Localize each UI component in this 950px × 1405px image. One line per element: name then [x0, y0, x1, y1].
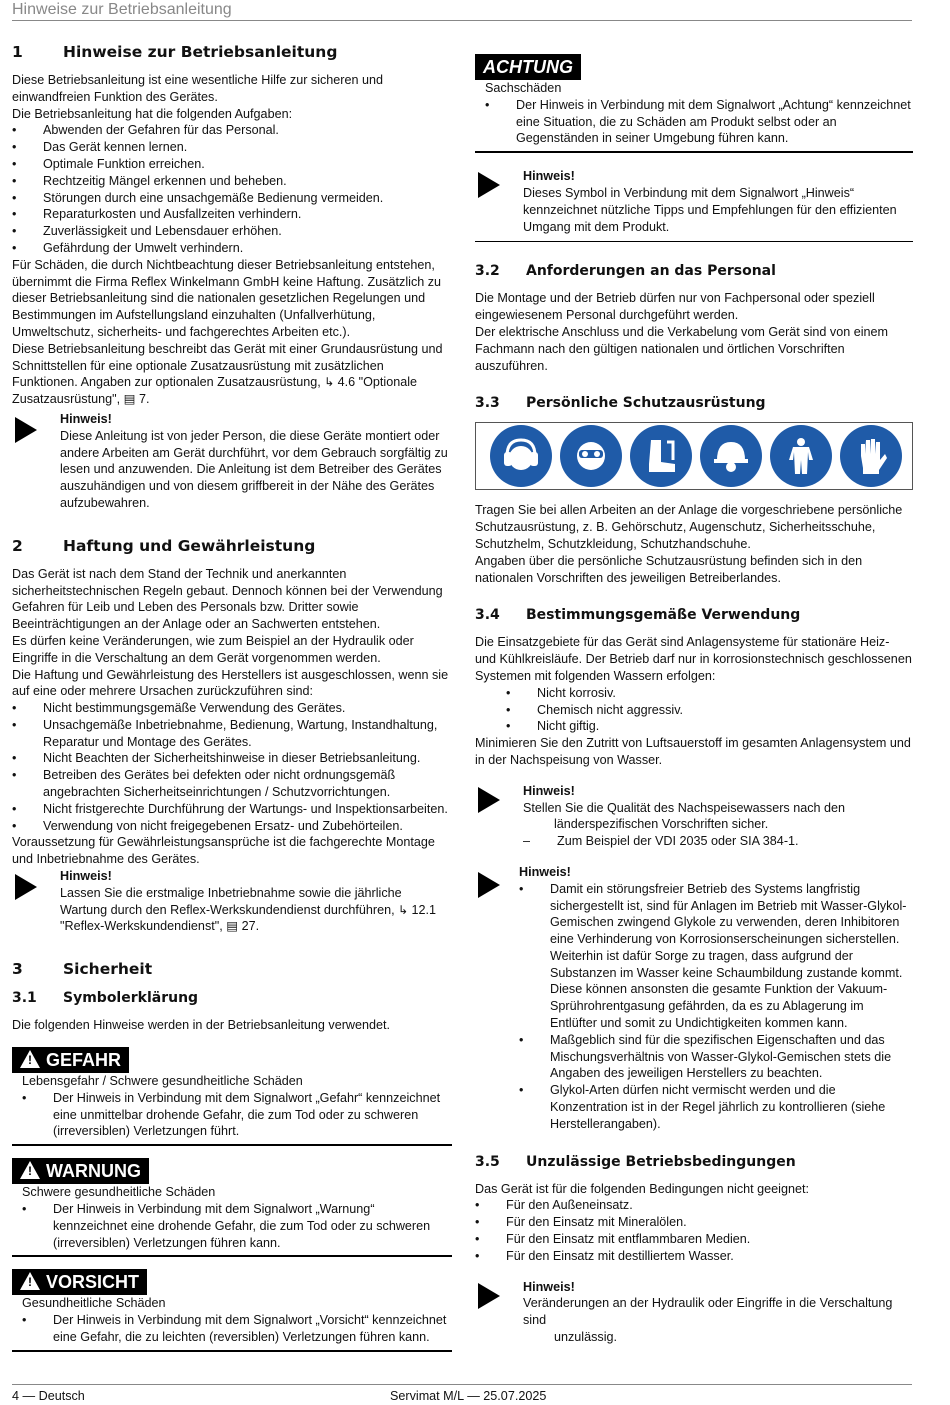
list-item: • Der Hinweis in Verbindung mit dem Signalwort „Achtung“ kennzeichnet eine Situation, die zu Schäden am Produkt selbst oder an Gegenständen in seiner Umgebung führen kann. [485, 97, 913, 147]
note-text: Veränderungen an der Hydraulik oder Eingriffe in die Verschaltung sind [523, 1296, 893, 1328]
list-item: • Störungen durch eine unsachgemäße Bedienung vermeiden. [12, 190, 452, 207]
signal-word: VORSICHT [46, 1272, 140, 1293]
danger-signal-label [12, 1047, 129, 1073]
protective-gloves-icon [840, 425, 902, 487]
glycol-list [519, 881, 913, 1133]
protective-clothing-icon [770, 425, 832, 487]
list-item: • Der Hinweis in Verbindung mit dem Signalwort „Vorsicht“ kennzeichnet eine Gefahr, die zu leichten (reversiblen) Verletzungen führen kann. [22, 1312, 452, 1346]
footer-page: 4 — Deutsch [12, 1389, 85, 1403]
section-3-2-heading [475, 260, 913, 282]
note-box [12, 868, 452, 935]
safety-helmet-icon [700, 425, 762, 487]
paragraph: Die Montage und der Betrieb dürfen nur von Fachpersonal oder speziell eingewiesenem Personal durchgeführt werden. [475, 291, 875, 323]
section-3-3-heading [475, 392, 913, 414]
notice-signal-label: ACHTUNG [475, 54, 581, 80]
ear-protection-icon [490, 425, 552, 487]
note-box [475, 783, 913, 850]
section-number: 3.1 [12, 990, 37, 1007]
note-box [475, 1279, 913, 1346]
note-title: Hinweis! [523, 169, 575, 184]
note-dash-item [523, 833, 913, 850]
section-title: Hinweise zur Betriebsanleitung [63, 43, 338, 61]
signal-subtitle: Sachschäden [485, 81, 562, 95]
paragraph: Tragen Sie bei allen Arbeiten an der Anlage die vorgeschriebene persönliche Schutzausrüstung, z. B. Gehörschutz, Augenschutz, Sicherheitsschuhe, Schutzhelm, Schutzkleidung, Schutzhandschuhe. [475, 503, 903, 551]
paragraph [12, 341, 452, 408]
section-number: 3.5 [475, 1153, 500, 1170]
paragraph: Die Betriebsanleitung hat die folgenden Aufgaben: [12, 106, 293, 121]
list-item: • Nicht fristgerechte Durchführung der Wartungs- und Inspektionsarbeiten. [12, 801, 452, 818]
signal-list [475, 97, 913, 147]
list-item: • Der Hinweis in Verbindung mit dem Signalwort „Warnung“ kennzeichnet eine drohende Gefahr, die zum Tod oder zu schweren (irreversiblen) Verletzungen führen kann. [22, 1201, 452, 1251]
note-title: Hinweis! [523, 1279, 575, 1294]
page-footer [12, 1384, 912, 1403]
cross-reference-link[interactable]: 12.1 "Reflex-Werkskundendienst", [60, 902, 437, 934]
paragraph: Voraussetzung für Gewährleistungsansprüche ist die fachgerechte Montage und Inbetriebnahme des Gerätes. [12, 835, 435, 867]
ppe-icon-row [475, 422, 913, 490]
warning-triangle-icon: ! [20, 1272, 40, 1290]
list-item: • Für den Einsatz mit entflammbaren Medien. [475, 1231, 913, 1248]
list-item: • Nicht korrosiv. [475, 685, 913, 702]
list-item: • Glykol-Arten dürfen nicht vermischt werden und die Konzentration ist in der Regel jährlich zu kontrollieren (siehe Herstellerangaben). [519, 1082, 913, 1132]
section-number: 3.3 [475, 395, 500, 412]
paragraph: Minimieren Sie den Zutritt von Luftsauerstoff im gesamten Anlagensystem und in der Nachspeisung von Wasser. [475, 736, 911, 767]
list-item: • Chemisch nicht aggressiv. [475, 702, 913, 719]
list-item: • Nicht giftig. [475, 718, 913, 735]
signal-subtitle: Gesundheitliche Schäden [22, 1296, 166, 1311]
eye-protection-icon [560, 425, 622, 487]
list-item: • Für den Einsatz mit Mineralölen. [475, 1214, 913, 1231]
dash-marker: – [523, 834, 531, 849]
section-number: 2 [12, 536, 23, 555]
paragraph-text: Diese Betriebsanleitung beschreibt das Gerät mit einer Grundausrüstung und Schnittstellen für eine optionale Zusatzausrüstung mit zusätzlichen Funktionen. Angaben zur optionalen Zusatzausrüstung, [12, 341, 443, 390]
list-item: • Gefährdung der Umwelt verhindern. [12, 240, 452, 257]
paragraph: Für Schäden, die durch Nichtbeachtung dieser Betriebsanleitung entstehen, übernimmt die Firma Reflex Winkelmann GmbH keine Haftung. Zusätzlich zu dieser Betriebsanleitung sind die nationalen gesetzlichen Regelungen und Bestimmungen im Aufstellungsland einzuhalten (Unfallverhütung, Umweltschutz, sicherheits- und fachgerechtes Arbeiten etc.). [12, 257, 442, 339]
note-arrow-icon [478, 872, 500, 898]
note-text: Dieses Symbol in Verbindung mit dem Signalwort „Hinweis“ kennzeichnet nützliche Tipps und Empfehlungen für den effizienten Umgang mit dem Produkt. [523, 185, 897, 234]
paragraph: Es dürfen keine Veränderungen, wie zum Beispiel an der Hydraulik oder Eingriffe in die Verschaltung an dem Gerät vorgenommen werden. [12, 633, 414, 665]
paragraph: Die folgenden Hinweise werden in der Betriebsanleitung verwendet. [12, 1018, 391, 1033]
note-text: unzulässig. [554, 1330, 618, 1345]
section-title: Bestimmungsgemäße Verwendung [526, 607, 801, 624]
page-number: 27. [241, 919, 260, 934]
section-number: 3.2 [475, 263, 500, 280]
note-box [12, 411, 452, 512]
left-column [12, 40, 452, 1352]
note-arrow-icon [478, 1283, 500, 1309]
list-item: • Für den Außeneinsatz. [475, 1197, 913, 1214]
note-body: Lassen Sie die erstmalige Inbetriebnahme sowie die jährliche Wartung durch den Reflex-Werkskundendienst durchführen, [60, 885, 402, 917]
note-arrow-icon [15, 874, 37, 900]
note-title: Hinweis! [523, 783, 575, 798]
signal-list [12, 1201, 452, 1251]
caution-signal-label [12, 1269, 147, 1295]
page-header [12, 0, 912, 21]
list-item: • Für den Einsatz mit destilliertem Wasser. [475, 1248, 913, 1265]
note-title: Hinweis! [60, 411, 112, 426]
warning-triangle-icon: ! [20, 1161, 40, 1179]
section-number: 3 [12, 960, 23, 979]
list-item: • Maßgeblich sind für die spezifischen Eigenschaften und das Mischungsverhältnis von Wasser-Glykol-Gemischen stets die Angaben des jeweiligen Herstellers zu beachten. [519, 1032, 913, 1082]
warning-signal-block [12, 1158, 452, 1257]
section-2-heading [12, 534, 452, 558]
warning-triangle-icon: ! [20, 1050, 40, 1068]
note-text: Diese Anleitung ist von jeder Person, die diese Geräte montiert oder andere Arbeiten am Gerät durchführt, vor dem Gebrauch sorgfältig zu lesen und anzuwenden. Die Anleitung ist dem Betreiber des Gerätes auszuhändigen und von diesem griffbereit in der Nähe des Gerätes aufzubewahren. [60, 428, 448, 510]
note-box [475, 168, 913, 242]
paragraph: Diese Betriebsanleitung ist eine wesentliche Hilfe zur sicheren und einwandfreien Funktion des Gerätes. [12, 73, 384, 104]
list-item: • Nicht Beachten der Sicherheitshinweise in dieser Betriebsanleitung. [12, 750, 452, 767]
section-number: 1 [12, 43, 23, 61]
paragraph: Die Haftung und Gewährleistung des Herstellers ist ausgeschlossen, wenn sie auf eine oder mehrere Ursachen zurückzuführen sind: [12, 667, 449, 699]
list-item: • Rechtzeitig Mängel erkennen und beheben. [12, 173, 452, 190]
note-arrow-icon [478, 787, 500, 813]
cross-reference-icon: ↳ [398, 902, 412, 917]
task-list [12, 122, 452, 256]
signal-subtitle: Schwere gesundheitliche Schäden [22, 1185, 216, 1200]
signal-subtitle: Lebensgefahr / Schwere gesundheitliche Schäden [22, 1074, 303, 1089]
list-item: • Unsachgemäße Inbetriebnahme, Bedienung, Wartung, Instandhaltung, Reparatur und Montage des Gerätes. [12, 717, 452, 751]
list-item: • Verwendung von nicht freigegebenen Ersatz- und Zubehörteilen. [12, 818, 452, 835]
section-title: Sicherheit [63, 960, 153, 979]
note-text [60, 885, 452, 935]
warning-signal-label [12, 1158, 149, 1184]
caution-signal-block [12, 1269, 452, 1351]
section-3-heading [12, 957, 452, 981]
note-text: Stellen Sie die Qualität des Nachspeisewassers nach den [523, 800, 846, 815]
safety-shoes-icon [630, 425, 692, 487]
signal-word: GEFAHR [46, 1050, 122, 1071]
list-item: • Der Hinweis in Verbindung mit dem Signalwort „Gefahr“ kennzeichnet eine unmittelbar drohende Gefahr, die zum Tod oder zu schweren (irreversiblen) Verletzungen führt. [22, 1090, 452, 1140]
paragraph: Das Gerät ist für die folgenden Bedingungen nicht geeignet: [475, 1181, 809, 1196]
page-icon: ▤ [123, 392, 139, 407]
list-item: • Betreiben des Gerätes bei defekten oder nicht ordnungsgemäß angebrachten Sicherheitseinrichtungen / Schutzvorrichtungen. [12, 767, 452, 801]
page-icon: ▤ [226, 919, 242, 934]
section-3-4-heading [475, 604, 913, 626]
paragraph: Der elektrische Anschluss und die Verkabelung vom Gerät sind von einem Fachmann nach den gültigen nationalen und örtlichen Vorschriften auszuführen. [475, 324, 889, 373]
cause-list [12, 700, 452, 834]
section-3-5-heading [475, 1151, 913, 1173]
cross-reference-link[interactable]: 4.6 "Optionale Zusatzausrüstung", [12, 375, 418, 407]
paragraph: Angaben über die persönliche Schutzausrüstung befinden sich in den nationalen Vorschriften des jeweiligen Betreiberlandes. [475, 553, 863, 585]
note-title: Hinweis! [60, 869, 112, 884]
paragraph: Die Einsatzgebiete für das Gerät sind Anlagensysteme für stationäre Heiz- und Kühlkreisläufe. Der Betrieb darf nur in korrosionstechnisch geschlossenen Systemen mit folgenden Wassern erfolgen: [475, 635, 912, 683]
footer-doc: Servimat M/L — 25.07.2025 [390, 1389, 547, 1403]
note-box [475, 864, 913, 1133]
note-arrow-icon [478, 172, 500, 198]
signal-list [12, 1090, 452, 1140]
condition-list [475, 1197, 913, 1264]
note-arrow-icon [15, 417, 37, 443]
section-title: Unzulässige Betriebsbedingungen [526, 1153, 796, 1170]
signal-word: WARNUNG [46, 1161, 141, 1182]
notice-signal-block [475, 54, 913, 153]
section-title: Haftung und Gewährleistung [63, 536, 316, 555]
note-text: länderspezifischen Vorschriften sicher. [554, 817, 769, 832]
list-item: • Damit ein störungsfreier Betrieb des Systems langfristig sichergestellt ist, sind für Anlagen im Betrieb mit Wasser-Glykol-Gemischen zwingend Glykole zu verwenden, deren Inhibitoren eine Verhinderung von Korrosionserscheinungen sicherstellen. Weiterhin ist dafür Sorge zu tragen, dass aufgrund der Substanzen im Wasser keine Schaumbildung zustande kommt. Diese können ansonsten die gesamte Funktion der Vakuum-Sprührohrentgasung gefährden, da es zu Ablagerung im Entlüfter und somit zu Undichtigkeiten kommen kann. [519, 881, 913, 1032]
cross-reference-icon: ↳ [324, 375, 338, 390]
paragraph: Das Gerät ist nach dem Stand der Technik und anerkannten sicherheitstechnischen Regeln gebaut. Dennoch können bei der Verwendung Gefahren für Leib und Leben des Personals bzw. Dritter sowie Beeinträchtigungen an der Anlage oder an Sachwerten entstehen. [12, 566, 443, 632]
section-number: 3.4 [475, 607, 500, 624]
list-item: • Nicht bestimmungsgemäße Verwendung des Gerätes. [12, 700, 452, 717]
note-title: Hinweis! [519, 864, 571, 879]
header-title: Hinweise zur Betriebsanleitung [12, 1, 232, 18]
list-item: • Optimale Funktion erreichen. [12, 156, 452, 173]
water-list [475, 685, 913, 735]
dash-text: Zum Beispiel der VDI 2035 oder SIA 384-1. [557, 834, 799, 849]
section-1-heading [12, 40, 452, 64]
right-column [475, 54, 913, 1346]
list-item: • Das Gerät kennen lernen. [12, 139, 452, 156]
section-title: Symbolerklärung [63, 990, 199, 1007]
danger-signal-block [12, 1047, 452, 1146]
list-item: • Reparaturkosten und Ausfallzeiten verhindern. [12, 206, 452, 223]
list-item: • Zuverlässigkeit und Lebensdauer erhöhen. [12, 223, 452, 240]
page-number: 7. [138, 392, 150, 407]
list-item: • Abwenden der Gefahren für das Personal. [12, 122, 452, 139]
section-title: Anforderungen an das Personal [526, 263, 776, 280]
signal-list [12, 1312, 452, 1346]
section-3-1-heading [12, 987, 452, 1009]
section-title: Persönliche Schutzausrüstung [526, 395, 766, 412]
